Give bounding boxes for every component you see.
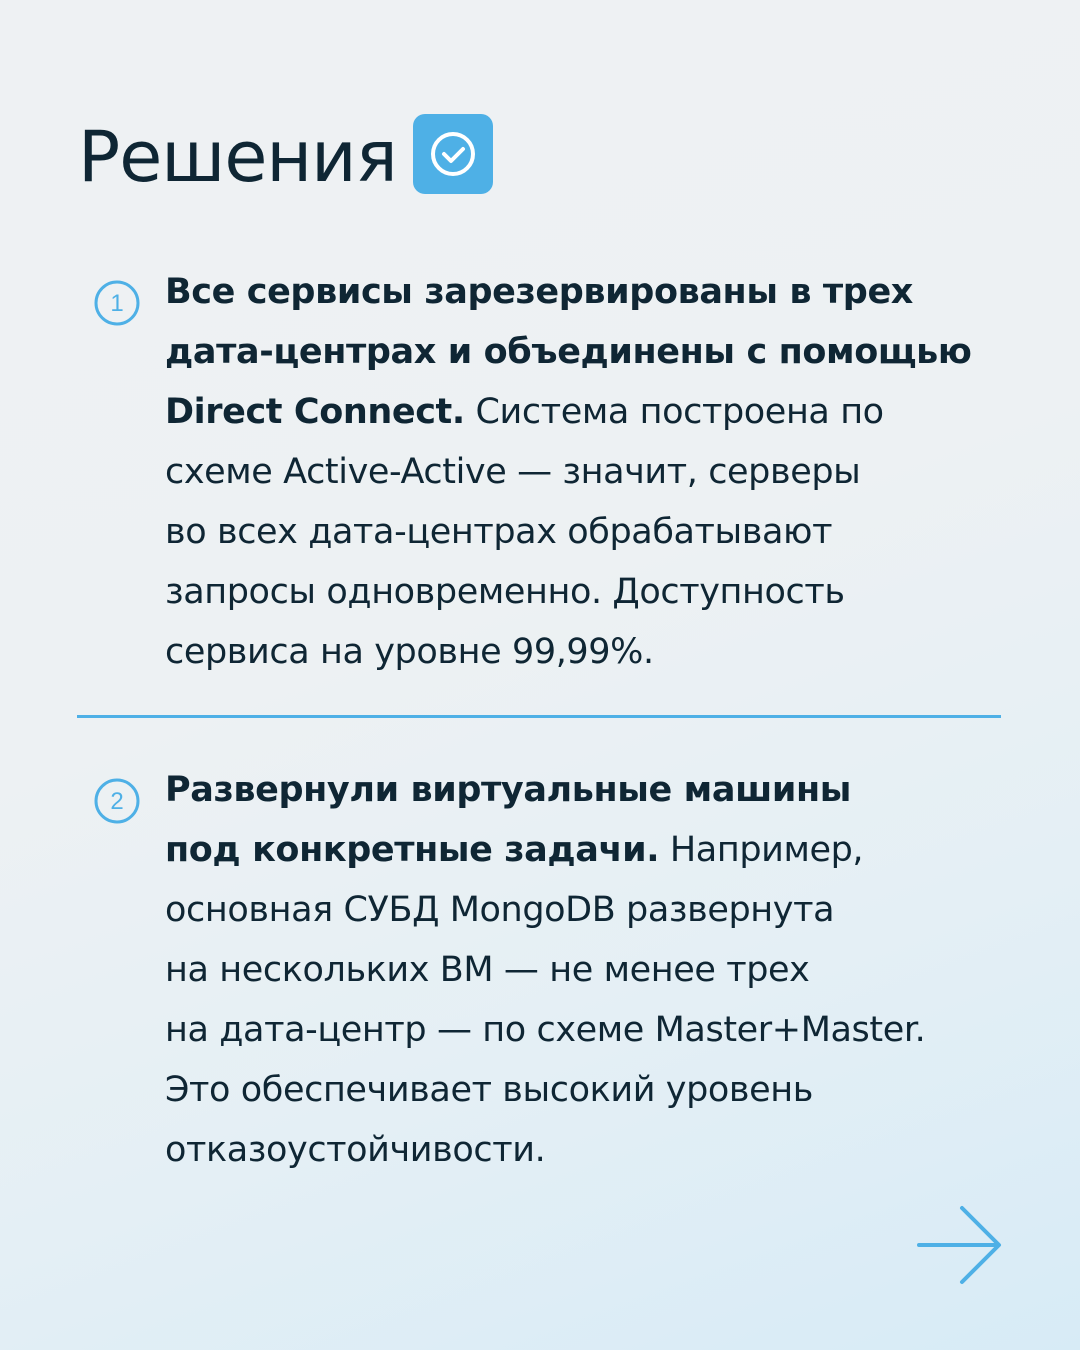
item-regular-line: во всех дата-центрах обрабатывают bbox=[165, 512, 833, 552]
next-arrow-button[interactable] bbox=[916, 1204, 1006, 1286]
item-regular-line: Это обеспечивает высокий уровень bbox=[165, 1070, 813, 1110]
item-regular-line: на дата-центр — по схеме Master+Master. bbox=[165, 1010, 926, 1050]
item-bold-line: Все сервисы зарезервированы в трех bbox=[165, 272, 913, 312]
item-text bbox=[165, 760, 985, 1180]
arrow-right-icon bbox=[916, 1204, 1006, 1286]
item-bold-line: дата-центрах и объединены с помощью bbox=[165, 332, 972, 372]
number-badge bbox=[94, 280, 140, 326]
item-regular-line: на нескольких ВМ — не менее трех bbox=[165, 950, 810, 990]
check-badge bbox=[413, 114, 493, 194]
item-regular-line: сервиса на уровне 99,99%. bbox=[165, 632, 654, 672]
page-title: Решения bbox=[78, 116, 397, 198]
item-bold-line: Развернули виртуальные машины bbox=[165, 770, 852, 810]
item-regular-line: схеме Active-Active — значит, серверы bbox=[165, 452, 861, 492]
number-label: 1 bbox=[110, 290, 124, 317]
item-bold-line: под конкретные задачи. bbox=[165, 830, 660, 870]
item-regular-text: Например, bbox=[659, 830, 864, 870]
divider bbox=[77, 715, 1001, 718]
item-text bbox=[165, 262, 985, 682]
item-regular-line: основная СУБД MongoDB развернута bbox=[165, 890, 835, 930]
item-regular-line: отказоустойчивости. bbox=[165, 1130, 546, 1170]
number-badge bbox=[94, 778, 140, 824]
item-bold-line: Direct Connect. bbox=[165, 392, 465, 432]
check-circle-icon bbox=[413, 114, 493, 194]
item-regular-text: Система построена по bbox=[464, 392, 884, 432]
item-regular-line: запросы одновременно. Доступность bbox=[165, 572, 845, 612]
number-label: 2 bbox=[110, 788, 124, 815]
